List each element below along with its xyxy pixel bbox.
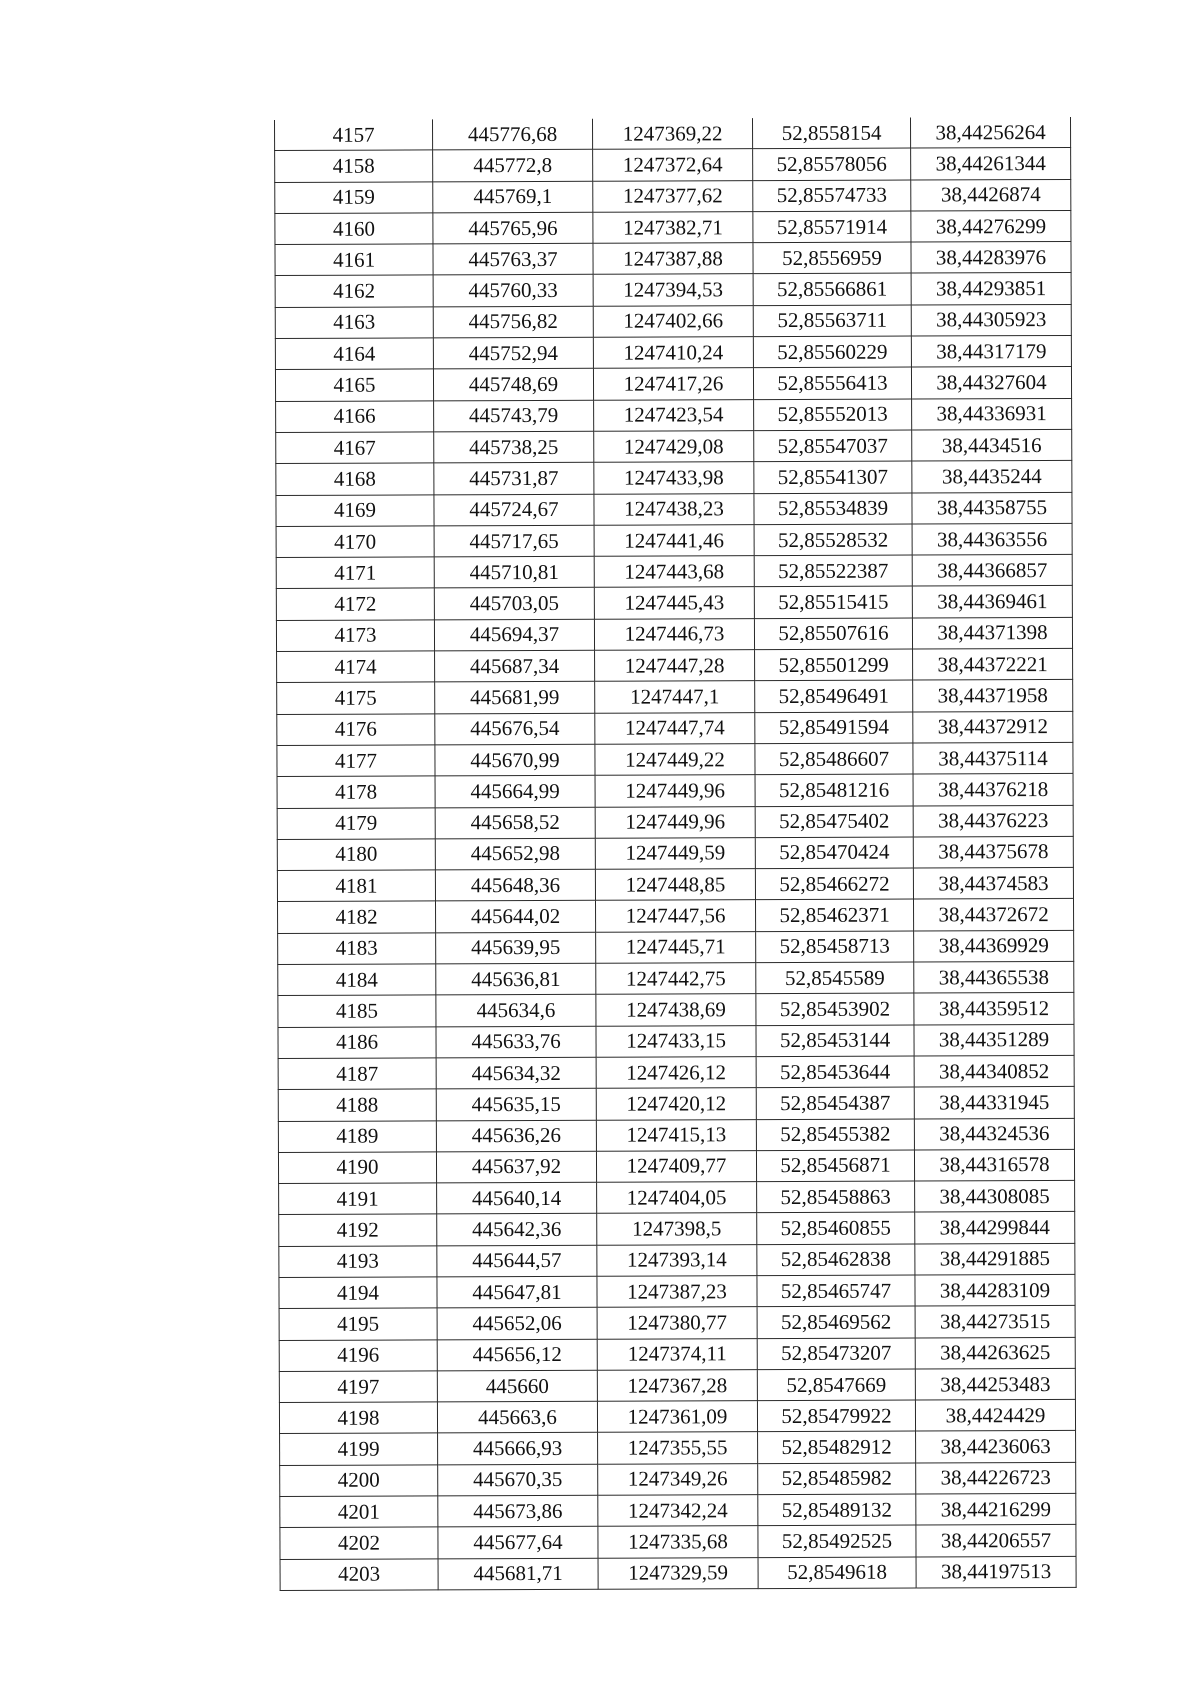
point-number-cell: 4177	[277, 745, 435, 777]
longitude-cell: 38,44316578	[914, 1149, 1074, 1181]
longitude-cell: 38,44283109	[915, 1274, 1075, 1306]
y-coordinate-cell: 1247433,15	[596, 1025, 756, 1057]
x-coordinate-cell: 445656,12	[437, 1339, 597, 1371]
y-coordinate-cell: 1247449,22	[595, 744, 755, 776]
longitude-cell: 38,44317179	[911, 336, 1071, 368]
point-number-cell: 4188	[278, 1089, 436, 1121]
y-coordinate-cell: 1247329,59	[598, 1557, 758, 1589]
table-row	[279, 1212, 1075, 1246]
point-number-cell: 4185	[278, 995, 436, 1027]
x-coordinate-cell: 445748,69	[433, 369, 593, 401]
longitude-cell: 38,44359512	[914, 993, 1074, 1025]
latitude-cell: 52,85453902	[756, 993, 914, 1025]
table-row	[278, 1055, 1074, 1089]
x-coordinate-cell: 445635,15	[436, 1088, 596, 1120]
point-number-cell: 4165	[275, 369, 433, 401]
point-number-cell: 4190	[278, 1152, 436, 1184]
longitude-cell: 38,44197513	[916, 1556, 1076, 1588]
longitude-cell: 38,44363556	[912, 523, 1072, 555]
y-coordinate-cell: 1247342,24	[598, 1495, 758, 1527]
x-coordinate-cell: 445731,87	[434, 463, 594, 495]
table-row	[279, 1181, 1075, 1215]
point-number-cell: 4187	[278, 1058, 436, 1090]
y-coordinate-cell: 1247433,98	[594, 462, 754, 494]
latitude-cell: 52,85534839	[754, 493, 912, 525]
point-number-cell: 4159	[275, 181, 433, 213]
y-coordinate-cell: 1247423,54	[594, 399, 754, 431]
table-row	[279, 1243, 1075, 1277]
table-row	[275, 273, 1071, 307]
longitude-cell: 38,44369929	[914, 930, 1074, 962]
table-row	[277, 648, 1073, 682]
y-coordinate-cell: 1247410,24	[593, 337, 753, 369]
point-number-cell: 4176	[277, 714, 435, 746]
table-row	[276, 461, 1072, 495]
latitude-cell: 52,85547037	[754, 430, 912, 462]
y-coordinate-cell: 1247438,69	[596, 994, 756, 1026]
point-number-cell: 4195	[279, 1308, 437, 1340]
latitude-cell: 52,8545589	[756, 962, 914, 994]
latitude-cell: 52,85475402	[755, 806, 913, 838]
table-row	[278, 961, 1074, 995]
y-coordinate-cell: 1247404,05	[597, 1182, 757, 1214]
x-coordinate-cell: 445681,99	[435, 682, 595, 714]
point-number-cell: 4168	[276, 463, 434, 495]
table-row	[280, 1493, 1076, 1527]
y-coordinate-cell: 1247449,96	[595, 775, 755, 807]
table-row	[277, 868, 1073, 902]
latitude-cell: 52,85485982	[758, 1463, 916, 1495]
point-number-cell: 4201	[280, 1496, 438, 1528]
x-coordinate-cell: 445644,57	[437, 1245, 597, 1277]
latitude-cell: 52,85454387	[756, 1087, 914, 1119]
y-coordinate-cell: 1247393,14	[597, 1244, 757, 1276]
y-coordinate-cell: 1247402,66	[593, 305, 753, 337]
table-row	[280, 1462, 1076, 1496]
table-row	[275, 148, 1071, 182]
table-row	[276, 398, 1072, 432]
x-coordinate-cell: 445673,86	[438, 1495, 598, 1527]
latitude-cell: 52,85465747	[757, 1275, 915, 1307]
latitude-cell: 52,85462838	[757, 1244, 915, 1276]
x-coordinate-cell: 445648,36	[435, 869, 595, 901]
point-number-cell: 4196	[279, 1339, 437, 1371]
longitude-cell: 38,44372672	[913, 899, 1073, 931]
point-number-cell: 4175	[277, 682, 435, 714]
point-number-cell: 4191	[279, 1183, 437, 1215]
table-row	[276, 586, 1072, 620]
longitude-cell: 38,44331945	[914, 1087, 1074, 1119]
x-coordinate-cell: 445776,68	[432, 119, 592, 150]
table-row	[278, 993, 1074, 1027]
table-row	[275, 117, 1071, 151]
latitude-cell: 52,8558154	[752, 118, 910, 149]
table-row	[275, 304, 1071, 338]
longitude-cell: 38,44358755	[912, 492, 1072, 524]
longitude-cell: 38,44375114	[913, 742, 1073, 774]
x-coordinate-cell: 445694,37	[434, 619, 594, 651]
latitude-cell: 52,85466272	[755, 868, 913, 900]
y-coordinate-cell: 1247361,09	[597, 1401, 757, 1433]
latitude-cell: 52,85479922	[757, 1400, 915, 1432]
y-coordinate-cell: 1247447,28	[595, 650, 755, 682]
longitude-cell: 38,44366857	[912, 555, 1072, 587]
x-coordinate-cell: 445666,93	[438, 1433, 598, 1465]
y-coordinate-cell: 1247387,23	[597, 1276, 757, 1308]
latitude-cell: 52,8547669	[757, 1369, 915, 1401]
point-number-cell: 4162	[275, 275, 433, 307]
x-coordinate-cell: 445763,37	[433, 243, 593, 275]
table-row	[278, 1024, 1074, 1058]
longitude-cell: 38,4426874	[911, 179, 1071, 211]
point-number-cell: 4186	[278, 1026, 436, 1058]
latitude-cell: 52,85556413	[753, 367, 911, 399]
latitude-cell: 52,85460855	[757, 1212, 915, 1244]
latitude-cell: 52,85456871	[756, 1150, 914, 1182]
longitude-cell: 38,44299844	[915, 1212, 1075, 1244]
y-coordinate-cell: 1247374,11	[597, 1338, 757, 1370]
latitude-cell: 52,85563711	[753, 305, 911, 337]
longitude-cell: 38,44256264	[910, 117, 1070, 148]
latitude-cell: 52,85482912	[758, 1432, 916, 1464]
point-number-cell: 4181	[277, 870, 435, 902]
point-number-cell: 4158	[275, 150, 433, 182]
longitude-cell: 38,44327604	[911, 367, 1071, 399]
x-coordinate-cell: 445637,92	[436, 1151, 596, 1183]
y-coordinate-cell: 1247398,5	[597, 1213, 757, 1245]
point-number-cell: 4199	[280, 1433, 438, 1465]
x-coordinate-cell: 445724,67	[434, 494, 594, 526]
point-number-cell: 4200	[280, 1465, 438, 1497]
longitude-cell: 38,44371398	[912, 617, 1072, 649]
table-row	[277, 805, 1073, 839]
x-coordinate-cell: 445769,1	[433, 181, 593, 213]
y-coordinate-cell: 1247355,55	[598, 1432, 758, 1464]
point-number-cell: 4157	[275, 119, 433, 150]
longitude-cell: 38,44374583	[913, 868, 1073, 900]
y-coordinate-cell: 1247387,88	[593, 243, 753, 275]
table-row	[275, 242, 1071, 276]
table-row	[277, 742, 1073, 776]
x-coordinate-cell: 445664,99	[435, 776, 595, 808]
latitude-cell: 52,8556959	[753, 242, 911, 274]
x-coordinate-cell: 445772,8	[433, 150, 593, 182]
point-number-cell: 4174	[277, 651, 435, 683]
x-coordinate-cell: 445633,76	[436, 1026, 596, 1058]
y-coordinate-cell: 1247442,75	[596, 963, 756, 995]
y-coordinate-cell: 1247426,12	[596, 1057, 756, 1089]
table-row	[279, 1368, 1075, 1402]
longitude-cell: 38,4424429	[915, 1400, 1075, 1432]
point-number-cell: 4197	[279, 1371, 437, 1403]
latitude-cell: 52,85552013	[754, 399, 912, 431]
table-row	[278, 930, 1074, 964]
x-coordinate-cell: 445756,82	[433, 306, 593, 338]
latitude-cell: 52,85462371	[755, 899, 913, 931]
longitude-cell: 38,44369461	[912, 586, 1072, 618]
x-coordinate-cell: 445634,32	[436, 1057, 596, 1089]
longitude-cell: 38,44305923	[911, 304, 1071, 336]
point-number-cell: 4164	[275, 338, 433, 370]
longitude-cell: 38,44351289	[914, 1024, 1074, 1056]
y-coordinate-cell: 1247447,1	[595, 681, 755, 713]
x-coordinate-cell: 445670,99	[435, 744, 595, 776]
latitude-cell: 52,85560229	[753, 336, 911, 368]
point-number-cell: 4167	[276, 432, 434, 464]
x-coordinate-cell: 445687,34	[435, 650, 595, 682]
x-coordinate-cell: 445647,81	[437, 1276, 597, 1308]
x-coordinate-cell: 445663,6	[437, 1401, 597, 1433]
x-coordinate-cell: 445738,25	[434, 431, 594, 463]
longitude-cell: 38,44365538	[914, 961, 1074, 993]
table-row	[277, 774, 1073, 808]
y-coordinate-cell: 1247380,77	[597, 1307, 757, 1339]
table-row	[275, 367, 1071, 401]
y-coordinate-cell: 1247443,68	[594, 556, 754, 588]
latitude-cell: 52,85453144	[756, 1025, 914, 1057]
longitude-cell: 38,44253483	[915, 1368, 1075, 1400]
longitude-cell: 38,44293851	[911, 273, 1071, 305]
table-row	[280, 1431, 1076, 1465]
latitude-cell: 52,85571914	[753, 211, 911, 243]
latitude-cell: 52,85473207	[757, 1338, 915, 1370]
coordinates-table-body	[275, 117, 1077, 1590]
y-coordinate-cell: 1247415,13	[596, 1119, 756, 1151]
table-row	[276, 429, 1072, 463]
point-number-cell: 4169	[276, 494, 434, 526]
y-coordinate-cell: 1247447,56	[596, 900, 756, 932]
y-coordinate-cell: 1247448,85	[595, 869, 755, 901]
x-coordinate-cell: 445681,71	[438, 1558, 598, 1590]
latitude-cell: 52,85496491	[755, 680, 913, 712]
longitude-cell: 38,44376223	[913, 805, 1073, 837]
x-coordinate-cell: 445676,54	[435, 713, 595, 745]
x-coordinate-cell: 445752,94	[433, 337, 593, 369]
point-number-cell: 4180	[277, 839, 435, 871]
latitude-cell: 52,85455382	[756, 1119, 914, 1151]
y-coordinate-cell: 1247372,64	[593, 149, 753, 181]
table-row	[275, 210, 1071, 244]
y-coordinate-cell: 1247441,46	[594, 525, 754, 557]
longitude-cell: 38,44324536	[914, 1118, 1074, 1150]
y-coordinate-cell: 1247349,26	[598, 1463, 758, 1495]
longitude-cell: 38,44206557	[916, 1525, 1076, 1557]
latitude-cell: 52,85470424	[755, 837, 913, 869]
x-coordinate-cell: 445652,98	[435, 838, 595, 870]
table-row	[278, 1149, 1074, 1183]
point-number-cell: 4171	[276, 557, 434, 589]
x-coordinate-cell: 445640,14	[437, 1182, 597, 1214]
table-row	[278, 1118, 1074, 1152]
latitude-cell: 52,85486607	[755, 743, 913, 775]
y-coordinate-cell: 1247335,68	[598, 1526, 758, 1558]
table-row	[278, 899, 1074, 933]
longitude-cell: 38,44226723	[916, 1462, 1076, 1494]
latitude-cell: 52,85566861	[753, 274, 911, 306]
x-coordinate-cell: 445636,26	[436, 1120, 596, 1152]
y-coordinate-cell: 1247394,53	[593, 274, 753, 306]
longitude-cell: 38,44236063	[916, 1431, 1076, 1463]
table-row	[277, 680, 1073, 714]
point-number-cell: 4163	[275, 307, 433, 339]
point-number-cell: 4179	[277, 807, 435, 839]
x-coordinate-cell: 445670,35	[438, 1464, 598, 1496]
point-number-cell: 4170	[276, 526, 434, 558]
x-coordinate-cell: 445642,36	[437, 1214, 597, 1246]
x-coordinate-cell: 445639,95	[436, 932, 596, 964]
y-coordinate-cell: 1247446,73	[594, 618, 754, 650]
point-number-cell: 4189	[278, 1120, 436, 1152]
point-number-cell: 4202	[280, 1527, 438, 1559]
y-coordinate-cell: 1247420,12	[596, 1088, 756, 1120]
latitude-cell: 52,85481216	[755, 774, 913, 806]
point-number-cell: 4178	[277, 776, 435, 808]
table-row	[275, 179, 1071, 213]
latitude-cell: 52,85469562	[757, 1306, 915, 1338]
y-coordinate-cell: 1247438,23	[594, 493, 754, 525]
longitude-cell: 38,44216299	[916, 1493, 1076, 1525]
point-number-cell: 4172	[276, 588, 434, 620]
point-number-cell: 4183	[278, 933, 436, 965]
latitude-cell: 52,85453644	[756, 1056, 914, 1088]
table-row	[277, 836, 1073, 870]
table-row	[276, 617, 1072, 651]
point-number-cell: 4182	[278, 901, 436, 933]
longitude-cell: 38,44283976	[911, 242, 1071, 274]
longitude-cell: 38,44308085	[915, 1181, 1075, 1213]
longitude-cell: 38,44261344	[911, 148, 1071, 180]
point-number-cell: 4203	[280, 1559, 438, 1591]
point-number-cell: 4184	[278, 964, 436, 996]
coordinates-table	[274, 117, 1077, 1591]
x-coordinate-cell: 445677,64	[438, 1527, 598, 1559]
y-coordinate-cell: 1247447,74	[595, 712, 755, 744]
latitude-cell: 52,85541307	[754, 461, 912, 493]
point-number-cell: 4193	[279, 1246, 437, 1278]
x-coordinate-cell: 445765,96	[433, 212, 593, 244]
x-coordinate-cell: 445703,05	[434, 588, 594, 620]
table-row	[276, 492, 1072, 526]
longitude-cell: 38,44263625	[915, 1337, 1075, 1369]
longitude-cell: 38,44376218	[913, 774, 1073, 806]
y-coordinate-cell: 1247449,96	[595, 806, 755, 838]
longitude-cell: 38,4434516	[912, 429, 1072, 461]
table-row	[275, 336, 1071, 370]
point-number-cell: 4160	[275, 213, 433, 245]
y-coordinate-cell: 1247367,28	[597, 1370, 757, 1402]
table-row	[279, 1274, 1075, 1308]
longitude-cell: 38,44372912	[913, 711, 1073, 743]
point-number-cell: 4161	[275, 244, 433, 276]
latitude-cell: 52,8549618	[758, 1557, 916, 1589]
longitude-cell: 38,44291885	[915, 1243, 1075, 1275]
longitude-cell: 38,44372221	[913, 648, 1073, 680]
table-row	[276, 523, 1072, 557]
table-row	[278, 1087, 1074, 1121]
table-row	[277, 711, 1073, 745]
y-coordinate-cell: 1247377,62	[593, 180, 753, 212]
table-row	[280, 1525, 1076, 1559]
longitude-cell: 38,44276299	[911, 210, 1071, 242]
table-row	[280, 1556, 1076, 1590]
latitude-cell: 52,85458713	[756, 931, 914, 963]
table-row	[279, 1337, 1075, 1371]
y-coordinate-cell: 1247449,59	[595, 837, 755, 869]
point-number-cell: 4173	[276, 620, 434, 652]
point-number-cell: 4166	[276, 401, 434, 433]
x-coordinate-cell: 445660	[437, 1370, 597, 1402]
latitude-cell: 52,85489132	[758, 1494, 916, 1526]
x-coordinate-cell: 445710,81	[434, 556, 594, 588]
latitude-cell: 52,85522387	[754, 555, 912, 587]
x-coordinate-cell: 445634,6	[436, 995, 596, 1027]
point-number-cell: 4198	[279, 1402, 437, 1434]
point-number-cell: 4192	[279, 1214, 437, 1246]
longitude-cell: 38,44340852	[914, 1055, 1074, 1087]
point-number-cell: 4194	[279, 1277, 437, 1309]
longitude-cell: 38,44273515	[915, 1306, 1075, 1338]
latitude-cell: 52,85507616	[754, 618, 912, 650]
x-coordinate-cell: 445658,52	[435, 807, 595, 839]
latitude-cell: 52,85491594	[755, 712, 913, 744]
y-coordinate-cell: 1247429,08	[594, 431, 754, 463]
latitude-cell: 52,85515415	[754, 587, 912, 619]
longitude-cell: 38,44375678	[913, 836, 1073, 868]
latitude-cell: 52,85492525	[758, 1525, 916, 1557]
y-coordinate-cell: 1247445,71	[596, 931, 756, 963]
latitude-cell: 52,85578056	[753, 148, 911, 180]
latitude-cell: 52,85501299	[755, 649, 913, 681]
x-coordinate-cell: 445652,06	[437, 1308, 597, 1340]
y-coordinate-cell: 1247369,22	[592, 118, 752, 149]
y-coordinate-cell: 1247445,43	[594, 587, 754, 619]
latitude-cell: 52,85528532	[754, 524, 912, 556]
latitude-cell: 52,85458863	[757, 1181, 915, 1213]
table-row	[279, 1306, 1075, 1340]
x-coordinate-cell: 445636,81	[436, 963, 596, 995]
x-coordinate-cell: 445717,65	[434, 525, 594, 557]
y-coordinate-cell: 1247417,26	[593, 368, 753, 400]
longitude-cell: 38,44371958	[913, 680, 1073, 712]
table-row	[276, 555, 1072, 589]
longitude-cell: 38,44336931	[912, 398, 1072, 430]
y-coordinate-cell: 1247409,77	[596, 1150, 756, 1182]
y-coordinate-cell: 1247382,71	[593, 212, 753, 244]
latitude-cell: 52,85574733	[753, 180, 911, 212]
x-coordinate-cell: 445644,02	[436, 901, 596, 933]
x-coordinate-cell: 445743,79	[434, 400, 594, 432]
x-coordinate-cell: 445760,33	[433, 275, 593, 307]
table-row	[279, 1400, 1075, 1434]
longitude-cell: 38,4435244	[912, 461, 1072, 493]
